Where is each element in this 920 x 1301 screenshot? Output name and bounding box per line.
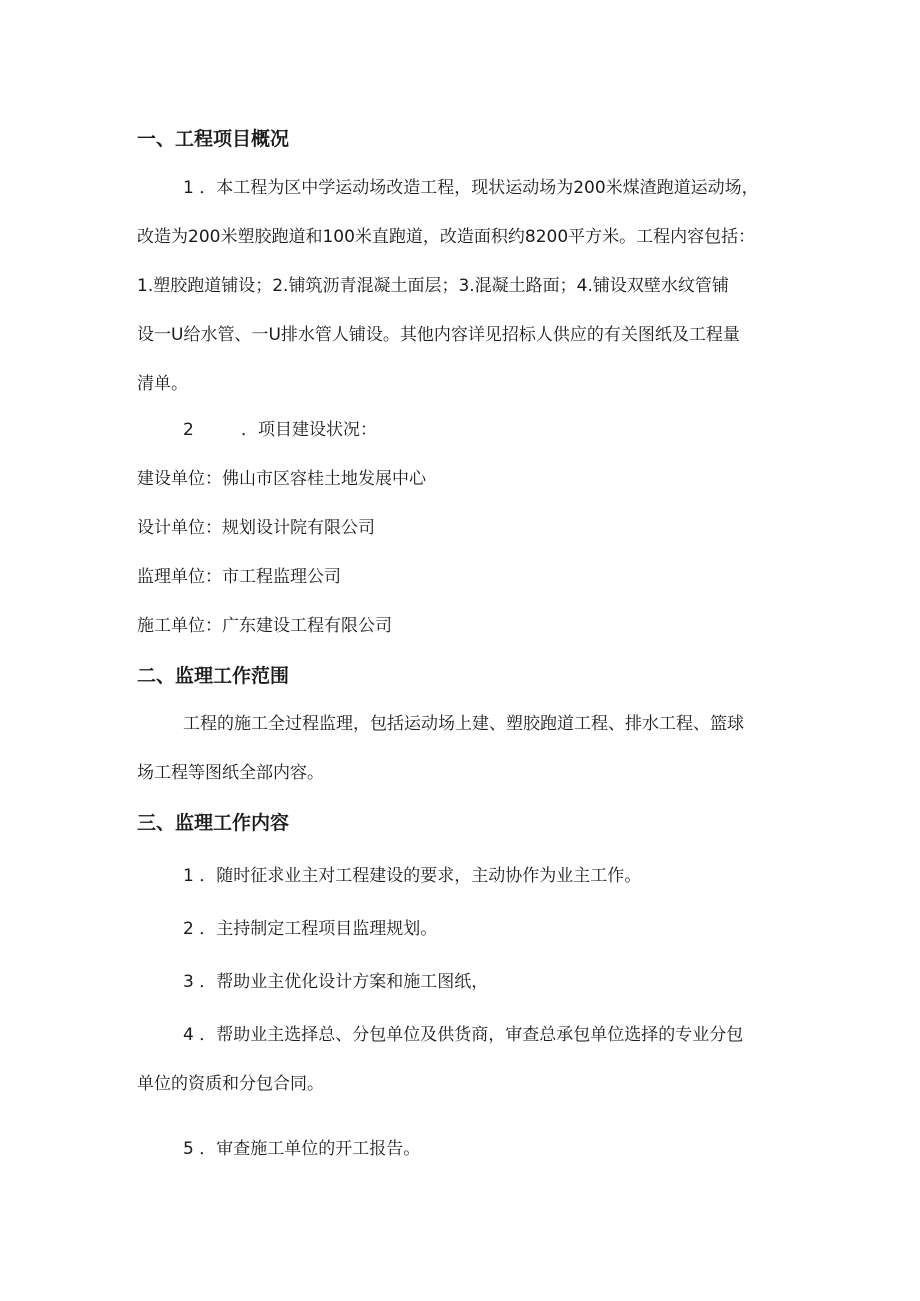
section-1-item-1	[137, 164, 787, 409]
list-item-continuation: 单位的资质和分包合同。	[137, 1074, 324, 1094]
list-item: 4 ．帮助业主选择总、分包单位及供货商，审查总承包单位选择的专业分包	[183, 1025, 744, 1045]
section-3-item-5	[137, 1125, 787, 1174]
paragraph-line: 1 ．本工程为区中学运动场改造工程，现状运动场为200米煤渣跑道运动场，	[183, 178, 759, 198]
design-unit: 设计单位：规划设计院有限公司	[137, 518, 375, 538]
list-item: 2 ．主持制定工程项目监理规划。	[183, 919, 438, 939]
section-1-item-2	[137, 406, 787, 455]
section-2-paragraph	[137, 700, 787, 798]
list-item: 5 ．审查施工单位的开工报告。	[183, 1139, 421, 1159]
paragraph-line	[137, 406, 787, 455]
section-3-item-2	[137, 905, 787, 954]
paragraph-line: 清单。	[137, 374, 188, 394]
contractor-unit: 施工单位：广东建设工程有限公司	[137, 616, 392, 636]
list-item: 3 ．帮助业主优化设计方案和施工图纸，	[183, 972, 489, 992]
paragraph-line: 1.塑胶跑道铺设；2.铺筑沥青混凝土面层；3.混凝土路面；4.铺设双壁水纹管铺	[137, 276, 729, 296]
section-3-item-3	[137, 958, 787, 1007]
section-2-heading: 二、监理工作范围	[137, 665, 290, 687]
item-number: 2	[183, 420, 194, 440]
project-units-list	[137, 455, 787, 651]
section-3-heading: 三、监理工作内容	[137, 812, 290, 834]
paragraph-line: 设一U给水管、一U排水管人铺设。其他内容详见招标人供应的有关图纸及工程量	[137, 325, 740, 345]
construction-unit: 建设单位：佛山市区容桂土地发展中心	[137, 469, 426, 489]
paragraph-line: 改造为200米塑胶跑道和100米直跑道，改造面积约8200平方米。工程内容包括：	[137, 227, 756, 247]
paragraph-line: 场工程等图纸全部内容。	[137, 763, 324, 783]
section-1-heading: 一、工程项目概况	[137, 128, 290, 150]
list-item: 1 ．随时征求业主对工程建设的要求，主动协作为业主工作。	[183, 866, 642, 886]
section-3-item-4	[137, 1011, 787, 1109]
section-3-item-1	[137, 852, 787, 901]
item-text: ．项目建设状况：	[241, 420, 377, 440]
paragraph-line: 工程的施工全过程监理，包括运动场上建、塑胶跑道工程、排水工程、篮球	[183, 714, 744, 734]
supervision-unit: 监理单位：市工程监理公司	[137, 567, 341, 587]
